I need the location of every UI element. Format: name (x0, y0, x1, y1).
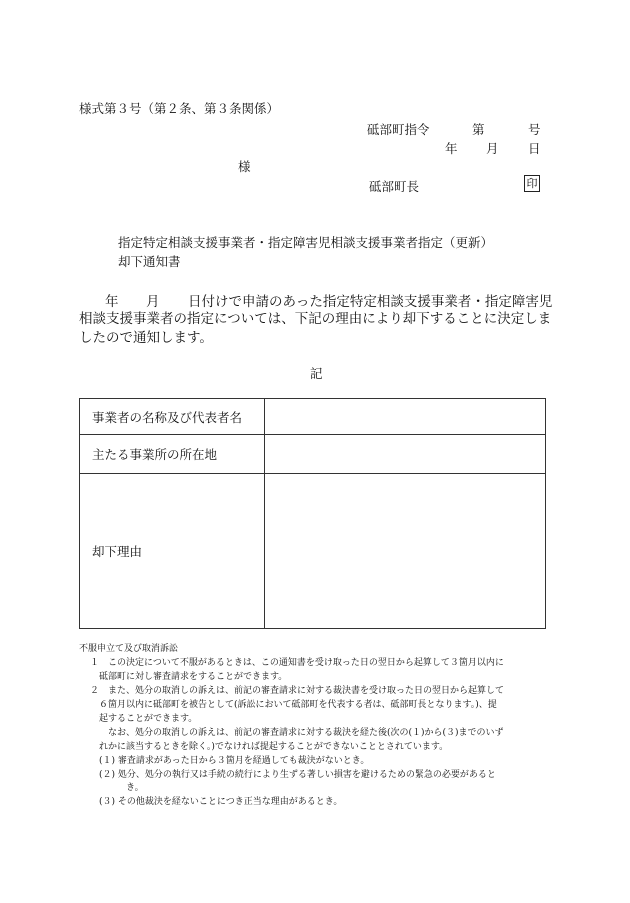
date-month: 月 (486, 141, 499, 156)
directive-label: 砥部町指令 (367, 122, 430, 137)
note-item1: (１) 審査請求があった日から３箇月を経過しても裁決がないとき。 (99, 756, 370, 766)
note2-line2: ６箇月以内に砥部町を被告として(訴訟において砥部町を代表する者は、砥部町長となります。)、提 (99, 700, 497, 710)
row-label-rejection-reason: 却下理由 (80, 474, 265, 629)
mayor-title: 砥部町長 (369, 179, 420, 194)
document-title-line1: 指定特定相談支援事業者・指定障害児相談支援事業者指定（更新） (118, 235, 494, 250)
seal-mark: 印 (524, 175, 540, 192)
note3-line2: れかに該当するときを除く。)でなければ提起することができないこととされています。 (99, 742, 449, 752)
row-label-office-address: 主たる事業所の所在地 (80, 435, 265, 474)
note2-line3: 起することができます。 (99, 714, 198, 724)
note-item2-line1: (２) 処分、処分の執行又は手続の続行により生ずる著しい損害を避けるための緊急の必要があると (99, 770, 496, 780)
row-value-office-address (265, 435, 546, 474)
directive-gou: 号 (528, 122, 541, 137)
note-item3: (３) その他裁決を経ないことにつき正当な理由があるとき。 (99, 797, 343, 807)
note2-line1: ２ また、処分の取消しの訴えは、前記の審査請求に対する裁決書を受け取った日の翌日から起算して (90, 686, 505, 696)
note-item2-line2: き。 (126, 783, 144, 793)
table-row (80, 399, 546, 435)
details-table (79, 398, 546, 629)
body-line1: 日付けで申請のあった指定特定相談支援事業者・指定障害児 (188, 294, 553, 310)
directive-dai: 第 (472, 122, 485, 137)
note3-line1: なお、処分の取消しの訴えは、前記の審査請求に対する裁決を経た後(次の(１)から(３)までのいず (108, 728, 504, 738)
body-line2: 相談支援事業者の指定については、下記の理由により却下することに決定しま (79, 311, 552, 327)
table-row (80, 474, 546, 629)
body-month: 月 (146, 294, 160, 310)
date-day: 日 (528, 141, 541, 156)
row-label-business-name: 事業者の名称及び代表者名 (80, 399, 265, 435)
document-title-line2: 却下通知書 (118, 254, 181, 269)
addressee-honorific: 様 (238, 159, 251, 174)
date-year: 年 (445, 141, 458, 156)
ki-mark: 記 (310, 366, 323, 381)
form-number: 様式第３号（第２条、第３条関係） (79, 101, 280, 116)
body-year: 年 (105, 294, 119, 310)
note1-line1: １ この決定について不服があるときは、この通知書を受け取った日の翌日から起算して３箇月以内に (90, 658, 504, 668)
body-line3: したので通知します。 (79, 330, 213, 346)
table-row (80, 435, 546, 474)
row-value-business-name (265, 399, 546, 435)
notes-heading: 不服申立て及び取消訴訟 (79, 644, 179, 654)
row-value-rejection-reason (265, 474, 546, 629)
note1-line2: 砥部町に対し審査請求をすることができます。 (99, 672, 288, 682)
